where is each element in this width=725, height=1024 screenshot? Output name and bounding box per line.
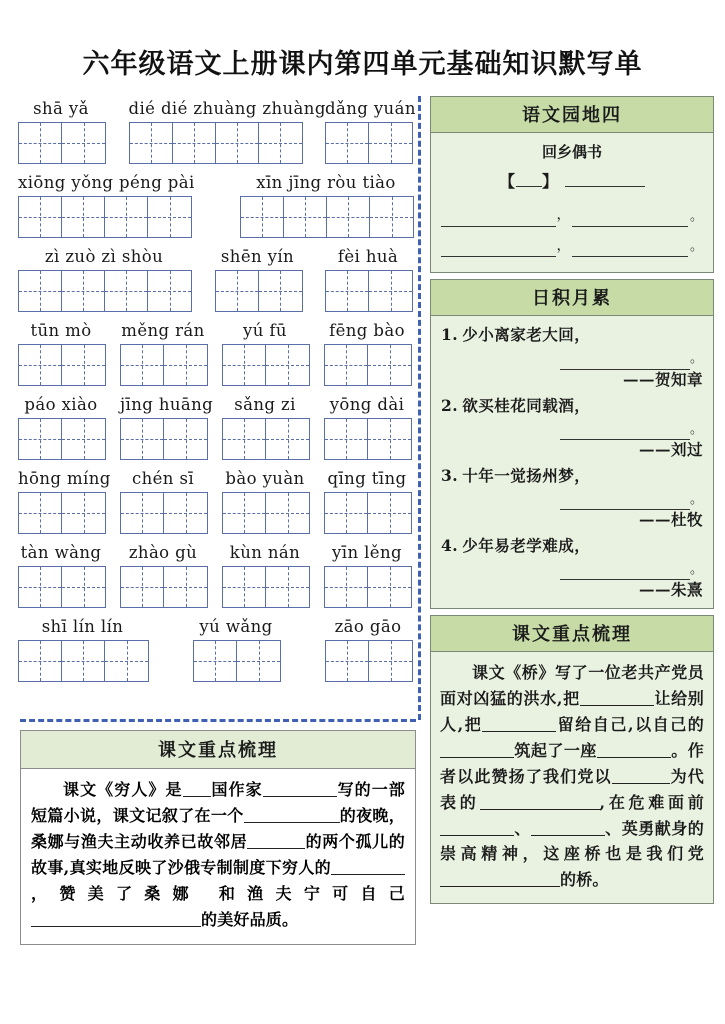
- pinyin-label: fēng bào: [329, 321, 405, 340]
- tianzige-cell[interactable]: [148, 271, 191, 311]
- tianzige-grid[interactable]: [18, 640, 149, 682]
- rijiyuelei-item-line1: 十年一觉扬州梦，: [462, 465, 591, 485]
- rijiyuelei-item-text: [441, 323, 703, 347]
- tianzige-cell[interactable]: [369, 271, 412, 311]
- tianzige-cell[interactable]: [19, 641, 62, 681]
- pinyin-label: yú fū: [243, 321, 287, 340]
- tianzige-cell[interactable]: [164, 567, 207, 607]
- tianzige-cell[interactable]: [266, 345, 309, 385]
- pinyin-label: shī lín lín: [41, 617, 124, 636]
- rijiyuelei-dash: ——: [638, 509, 671, 529]
- rijiyuelei-item: [441, 464, 703, 532]
- poem-author-line: [441, 170, 703, 195]
- pinyin-word-group: [120, 320, 208, 386]
- tianzige-cell[interactable]: [19, 271, 62, 311]
- qiao-blank-1[interactable]: [580, 705, 654, 706]
- tianzige-cell[interactable]: [325, 419, 368, 459]
- tianzige-cell[interactable]: [223, 419, 266, 459]
- tianzige-grid[interactable]: [18, 344, 106, 386]
- bracket-close: 】: [542, 172, 560, 192]
- tianzige-cell[interactable]: [121, 345, 164, 385]
- poem-line2-comma: ，: [556, 237, 571, 254]
- pinyin-label: jīng huāng: [120, 395, 214, 414]
- rijiyuelei-item-number: 2.: [441, 395, 459, 415]
- tianzige-grid[interactable]: [222, 566, 310, 608]
- tianzige-cell[interactable]: [62, 567, 105, 607]
- tianzige-cell[interactable]: [223, 345, 266, 385]
- pinyin-word-group: [18, 320, 106, 386]
- tianzige-cell[interactable]: [130, 123, 173, 163]
- poem-dynasty-blank[interactable]: [516, 186, 542, 187]
- rijiyuelei-item-text: [441, 464, 703, 488]
- qiao-text-9: 的桥。: [560, 870, 609, 890]
- qiao-blank-8[interactable]: [531, 835, 605, 836]
- qr-blank-1[interactable]: [183, 796, 211, 797]
- qr-blank-4[interactable]: [247, 848, 305, 849]
- qr-blank-2[interactable]: [263, 796, 337, 797]
- pinyin-label: qīng tīng: [327, 469, 407, 488]
- rijiyuelei-period: 。: [689, 351, 703, 367]
- rijiyuelei-dash: ——: [638, 580, 671, 600]
- tianzige-cell[interactable]: [325, 567, 368, 607]
- tianzige-cell[interactable]: [105, 641, 148, 681]
- rijiyuelei-item-line1: 欲买桂花同载酒，: [462, 395, 591, 415]
- rijiyuelei-item-text: [441, 394, 703, 418]
- qr-blank-3[interactable]: [244, 822, 340, 823]
- rijiyuelei-author: 朱熹: [670, 580, 703, 600]
- kewen-qiongren-paragraph: [31, 777, 405, 932]
- tianzige-grid[interactable]: [18, 270, 192, 312]
- pinyin-word-group: [18, 98, 106, 164]
- pinyin-word-group: [120, 394, 214, 460]
- tianzige-cell[interactable]: [368, 345, 411, 385]
- pinyin-word-group: [324, 468, 412, 534]
- tianzige-cell[interactable]: [216, 123, 259, 163]
- tianzige-grid[interactable]: [18, 566, 106, 608]
- rijiyuelei-item-number: 1.: [441, 325, 459, 345]
- tianzige-cell[interactable]: [62, 641, 105, 681]
- poem-author-blank[interactable]: [565, 186, 645, 187]
- pinyin-word-group: [215, 246, 303, 312]
- qr-text-5: ，赞美了桑娜 和渔夫宁可自己: [31, 883, 405, 903]
- tianzige-cell[interactable]: [326, 641, 369, 681]
- qiao-text-3: 筑起了一座: [514, 740, 597, 760]
- pinyin-label: hōng míng: [18, 469, 111, 488]
- page-title: 六年级语文上册课内第四单元基础知识默写单: [82, 49, 643, 80]
- qiao-blank-9[interactable]: [440, 886, 560, 887]
- pinyin-practice-column: [18, 98, 418, 690]
- tianzige-cell[interactable]: [164, 419, 207, 459]
- pinyin-word-group: [18, 246, 192, 312]
- rijiyuelei-item-number: 3.: [441, 465, 459, 485]
- qiao-text-4: 。作者以此赞扬了我们党以: [440, 740, 704, 786]
- qiao-text-1: 让给别人,把: [440, 689, 704, 734]
- pinyin-word-group: [240, 172, 414, 238]
- tianzige-cell[interactable]: [62, 493, 105, 533]
- pinyin-word-group: [18, 616, 149, 682]
- rijiyuelei-answer-line: [441, 560, 703, 580]
- qr-text-6: 的美好品质。: [201, 909, 299, 929]
- tianzige-grid[interactable]: [193, 640, 281, 682]
- rijiyuelei-item-number: 4.: [441, 535, 459, 555]
- qr-blank-6[interactable]: [31, 926, 201, 927]
- poem-line2-blank-b[interactable]: [572, 242, 688, 257]
- tianzige-cell[interactable]: [369, 641, 412, 681]
- rijiyuelei-answer-line: [441, 349, 703, 369]
- rijiyuelei-answer-line: [441, 490, 703, 510]
- tianzige-cell[interactable]: [121, 567, 164, 607]
- pinyin-label: dié dié zhuàng zhuàng: [128, 99, 326, 118]
- pinyin-word-group: [120, 468, 208, 534]
- rijiyuelei-author: 贺知章: [654, 369, 703, 389]
- kewen-qiao-box: [430, 615, 714, 904]
- rijiyuelei-item: [441, 394, 703, 462]
- tianzige-cell[interactable]: [148, 197, 191, 237]
- pinyin-row: [18, 468, 418, 534]
- tianzige-grid[interactable]: [240, 196, 414, 238]
- tianzige-grid[interactable]: [129, 122, 303, 164]
- pinyin-word-group: [120, 542, 208, 608]
- pinyin-group-line: [18, 172, 418, 238]
- pinyin-group-line: [18, 98, 418, 164]
- pinyin-row: [18, 320, 418, 386]
- qr-text-1: 国作家: [210, 780, 263, 799]
- pinyin-word-group: [18, 542, 106, 608]
- pinyin-row: [18, 616, 418, 682]
- rijiyuelei-period: 。: [689, 421, 703, 437]
- tianzige-cell[interactable]: [62, 197, 105, 237]
- tianzige-cell[interactable]: [62, 419, 105, 459]
- poem-answer-line-1: [441, 205, 703, 227]
- pinyin-word-group: [222, 320, 310, 386]
- pinyin-label: zhào gù: [128, 543, 198, 562]
- kewen-qiao-body: [431, 652, 713, 903]
- yuwen-yuandi-heading: 语文园地四: [431, 97, 713, 133]
- tianzige-grid[interactable]: [324, 418, 412, 460]
- tianzige-cell[interactable]: [164, 345, 207, 385]
- tianzige-grid[interactable]: [324, 492, 412, 534]
- qiao-blank-2[interactable]: [482, 731, 556, 732]
- tianzige-cell[interactable]: [19, 567, 62, 607]
- pinyin-word-group: [18, 172, 195, 238]
- qiao-text-7: 、: [514, 818, 531, 838]
- qiao-text-8: 、英勇献身的崇高精神，这座桥也是我们党: [440, 818, 705, 864]
- tianzige-grid[interactable]: [18, 418, 106, 460]
- tianzige-cell[interactable]: [266, 419, 309, 459]
- tianzige-grid[interactable]: [120, 492, 208, 534]
- pinyin-word-group: [222, 468, 310, 534]
- qiao-blank-6[interactable]: [480, 809, 600, 810]
- tianzige-cell[interactable]: [223, 567, 266, 607]
- pinyin-word-group: [222, 394, 310, 460]
- pinyin-word-group: [222, 542, 310, 608]
- tianzige-grid[interactable]: [18, 492, 106, 534]
- tianzige-cell[interactable]: [325, 345, 368, 385]
- pinyin-label: měng rán: [121, 321, 205, 340]
- tianzige-cell[interactable]: [105, 197, 148, 237]
- pinyin-group-line: [18, 468, 418, 534]
- pinyin-group-line: [18, 616, 418, 682]
- tianzige-cell[interactable]: [266, 493, 309, 533]
- tianzige-cell[interactable]: [105, 271, 148, 311]
- rijiyuelei-item-line1: 少小离家老大回，: [462, 325, 591, 345]
- tianzige-cell[interactable]: [19, 123, 62, 163]
- pinyin-label: xiōng yǒng péng pài: [18, 173, 195, 192]
- tianzige-grid[interactable]: [325, 640, 413, 682]
- tianzige-cell[interactable]: [223, 493, 266, 533]
- tianzige-cell[interactable]: [19, 493, 62, 533]
- horizontal-dashed-divider: [20, 719, 416, 722]
- tianzige-cell[interactable]: [194, 641, 237, 681]
- rijiyuelei-dash: ——: [622, 369, 655, 389]
- pinyin-word-group: [325, 246, 413, 312]
- pinyin-label: kùn nán: [229, 543, 301, 562]
- pinyin-label: dǎng yuán: [325, 99, 416, 118]
- pinyin-label: chén sī: [131, 469, 195, 488]
- poem-line1-blank-a[interactable]: [441, 212, 556, 227]
- tianzige-cell[interactable]: [237, 641, 280, 681]
- tianzige-grid[interactable]: [325, 122, 413, 164]
- qr-text-4: 的两个孤儿的故事,真实地反映了沙俄专制制度下穷人的: [31, 831, 405, 877]
- tianzige-cell[interactable]: [368, 493, 411, 533]
- tianzige-grid[interactable]: [120, 344, 208, 386]
- tianzige-cell[interactable]: [62, 123, 105, 163]
- tianzige-grid[interactable]: [215, 270, 303, 312]
- tianzige-grid[interactable]: [120, 566, 208, 608]
- tianzige-cell[interactable]: [368, 419, 411, 459]
- poem-line1-blank-b[interactable]: [572, 212, 688, 227]
- tianzige-cell[interactable]: [327, 197, 370, 237]
- poem-line2-period: 。: [689, 239, 703, 255]
- vertical-dashed-divider: [418, 96, 421, 720]
- tianzige-cell[interactable]: [326, 271, 369, 311]
- tianzige-cell[interactable]: [19, 197, 62, 237]
- pinyin-row: [18, 98, 418, 164]
- tianzige-cell[interactable]: [164, 493, 207, 533]
- pinyin-group-line: [18, 542, 418, 608]
- tianzige-cell[interactable]: [259, 123, 302, 163]
- tianzige-cell[interactable]: [259, 271, 302, 311]
- pinyin-label: tàn wàng: [20, 543, 102, 562]
- right-column: [430, 96, 714, 910]
- rijiyuelei-period: 。: [689, 561, 703, 577]
- qiao-text-0: 课文《桥》写了一位老共产党员面对凶猛的洪水,把: [440, 663, 704, 709]
- pinyin-word-group: [18, 394, 106, 460]
- pinyin-word-group: [193, 616, 281, 682]
- pinyin-label: shā yǎ: [33, 99, 89, 118]
- tianzige-cell[interactable]: [216, 271, 259, 311]
- tianzige-cell[interactable]: [368, 567, 411, 607]
- pinyin-word-group: [324, 542, 412, 608]
- tianzige-cell[interactable]: [121, 493, 164, 533]
- kewen-qiao-paragraph: [440, 660, 704, 893]
- yuwen-yuandi-box: [430, 96, 714, 273]
- pinyin-label: tūn mò: [30, 321, 92, 340]
- poem-line2-blank-a[interactable]: [441, 242, 556, 257]
- qr-text-2: 写的一部短篇小说，课文记叙了在一个: [31, 780, 406, 825]
- qiao-blank-7[interactable]: [440, 835, 514, 836]
- tianzige-cell[interactable]: [62, 345, 105, 385]
- bracket-open: 【: [498, 172, 516, 192]
- rijiyuelei-dash: ——: [638, 439, 671, 459]
- rijiyuelei-item: [441, 534, 703, 602]
- pinyin-label: yú wǎng: [199, 617, 273, 636]
- rijiyuelei-heading: 日积月累: [431, 280, 713, 316]
- pinyin-label: shēn yín: [220, 247, 295, 266]
- kewen-qiao-heading: 课文重点梳理: [431, 616, 713, 652]
- pinyin-row: [18, 172, 418, 238]
- rijiyuelei-author: 刘过: [670, 439, 703, 459]
- rijiyuelei-author-line: [441, 438, 703, 462]
- tianzige-cell[interactable]: [326, 123, 369, 163]
- qr-text-0: 课文《穷人》是: [63, 780, 183, 799]
- qr-blank-5[interactable]: [331, 874, 405, 875]
- pinyin-label: xīn jīng ròu tiào: [256, 173, 396, 192]
- tianzige-grid[interactable]: [324, 344, 412, 386]
- pinyin-row: [18, 246, 418, 312]
- poem-line1-period: 。: [689, 208, 703, 224]
- tianzige-cell[interactable]: [284, 197, 327, 237]
- pinyin-group-line: [18, 246, 418, 312]
- tianzige-cell[interactable]: [19, 345, 62, 385]
- pinyin-label: bào yuàn: [225, 469, 305, 488]
- rijiyuelei-period: 。: [689, 491, 703, 507]
- kewen-qiongren-heading: 课文重点梳理: [20, 730, 416, 769]
- tianzige-cell[interactable]: [19, 419, 62, 459]
- pinyin-group-line: [18, 394, 418, 460]
- tianzige-cell[interactable]: [62, 271, 105, 311]
- tianzige-cell[interactable]: [369, 123, 412, 163]
- tianzige-grid[interactable]: [222, 492, 310, 534]
- qiao-blank-3[interactable]: [440, 757, 514, 758]
- pinyin-label: zì zuò zì shòu: [44, 247, 164, 266]
- pinyin-label: yōng dài: [329, 395, 405, 414]
- poem-line1-comma: ，: [556, 207, 571, 224]
- qiao-blank-5[interactable]: [612, 783, 670, 784]
- rijiyuelei-author-line: [441, 368, 703, 392]
- rijiyuelei-item: [441, 323, 703, 391]
- rijiyuelei-item-line1: 少年易老学难成，: [462, 535, 591, 555]
- pinyin-label: sǎng zi: [234, 395, 296, 414]
- pinyin-row: [18, 394, 418, 460]
- tianzige-grid[interactable]: [222, 418, 310, 460]
- yuwen-yuandi-body: [431, 133, 713, 272]
- tianzige-grid[interactable]: [324, 566, 412, 608]
- tianzige-cell[interactable]: [370, 197, 413, 237]
- pinyin-group-line: [18, 320, 418, 386]
- tianzige-cell[interactable]: [241, 197, 284, 237]
- tianzige-cell[interactable]: [266, 567, 309, 607]
- kewen-qiongren-body: [20, 769, 416, 945]
- pinyin-word-group: [325, 98, 416, 164]
- kewen-qiongren-box: [20, 730, 416, 945]
- pinyin-word-group: [324, 394, 412, 460]
- tianzige-cell[interactable]: [173, 123, 216, 163]
- tianzige-grid[interactable]: [18, 122, 106, 164]
- pinyin-word-group: [128, 98, 326, 164]
- rijiyuelei-author: 杜牧: [670, 509, 703, 529]
- pinyin-label: zāo gāo: [334, 617, 402, 636]
- qr-text-3: 的夜晚，桑娜与渔夫主动收养已故邻居: [31, 805, 405, 851]
- pinyin-label: yīn lěng: [332, 543, 402, 562]
- poem-answer-line-2: [441, 236, 703, 258]
- pinyin-label: fèi huà: [337, 247, 399, 266]
- rijiyuelei-body: [431, 316, 713, 608]
- rijiyuelei-author-line: [441, 578, 703, 602]
- pinyin-word-group: [18, 468, 111, 534]
- pinyin-word-group: [325, 616, 413, 682]
- tianzige-grid[interactable]: [18, 196, 192, 238]
- rijiyuelei-box: [430, 279, 714, 609]
- pinyin-word-group: [324, 320, 412, 386]
- tianzige-cell[interactable]: [325, 493, 368, 533]
- rijiyuelei-answer-line: [441, 420, 703, 440]
- tianzige-cell[interactable]: [121, 419, 164, 459]
- qiao-text-5: 为代表的: [440, 766, 704, 812]
- poem-title: 回乡偶书: [541, 143, 602, 161]
- qiao-blank-4[interactable]: [597, 757, 671, 758]
- pinyin-label: páo xiào: [24, 395, 98, 414]
- pinyin-row: [18, 542, 418, 608]
- rijiyuelei-item-text: [441, 534, 703, 558]
- tianzige-grid[interactable]: [222, 344, 310, 386]
- tianzige-grid[interactable]: [325, 270, 413, 312]
- rijiyuelei-author-line: [441, 508, 703, 532]
- qiao-text-2: 留给自己,以自己的: [556, 714, 705, 734]
- tianzige-grid[interactable]: [120, 418, 208, 460]
- qiao-text-6: ,在危难面前: [599, 792, 704, 812]
